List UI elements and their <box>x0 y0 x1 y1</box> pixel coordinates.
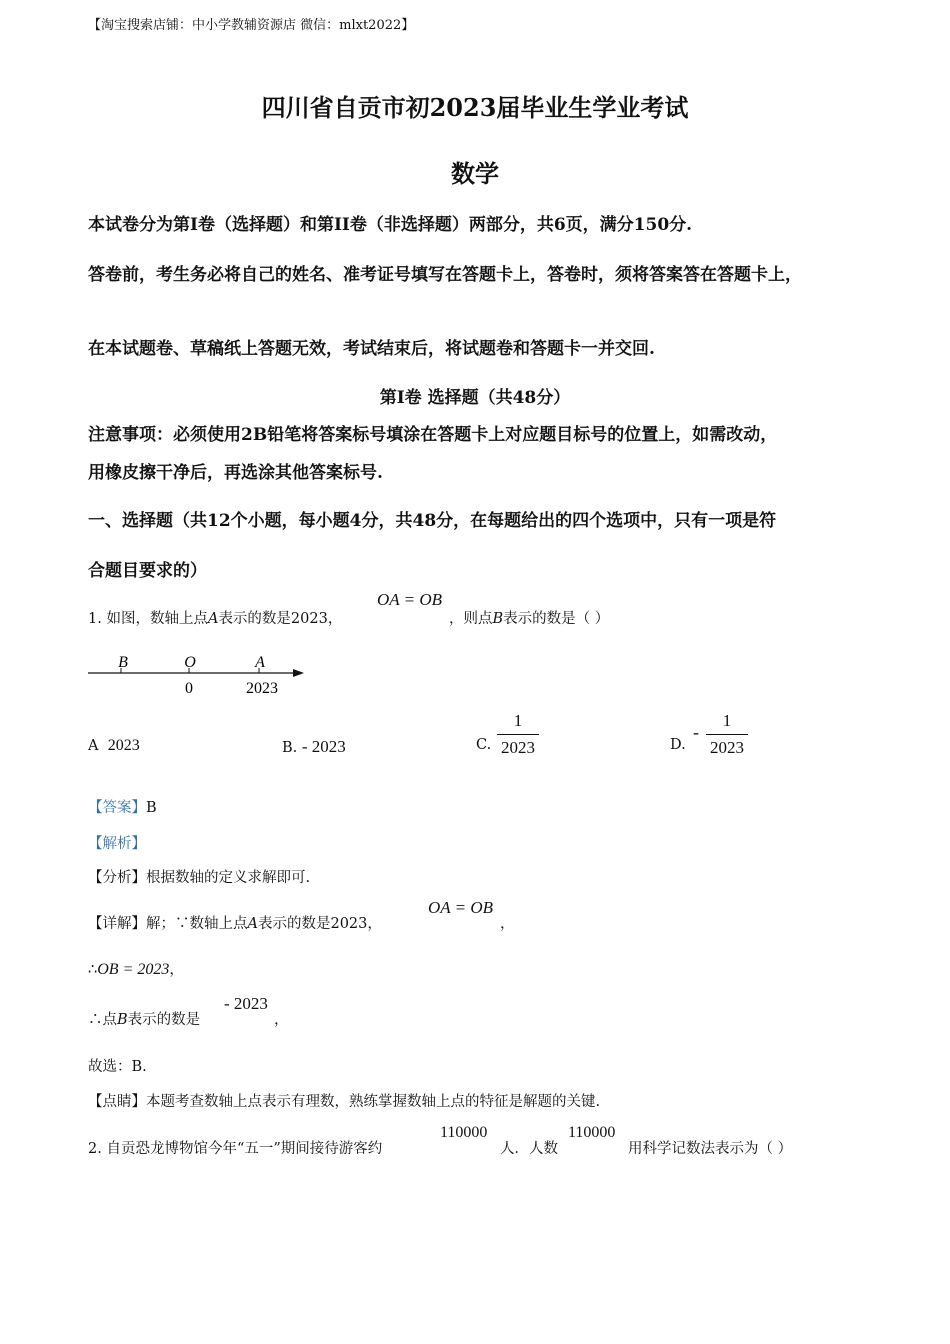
section-heading-1: 一、选择题（共12个小题，每小题4分，共48分，在每题给出的四个选项中，只有一项是符 <box>88 511 777 531</box>
option-c-fraction: 1 2023 <box>497 710 539 759</box>
step2-line: ∴点B表示的数是 <box>88 1012 201 1028</box>
label-b: B <box>118 654 128 671</box>
option-d-sign: - <box>693 722 699 742</box>
intro-line-2: 答卷前，考生务必将自己的姓名、准考证号填写在答题卡上，答卷时，须将答案答在答题卡上， <box>88 265 802 285</box>
option-d-label: D. <box>670 737 686 753</box>
fenxi-line: 【分析】根据数轴的定义求解即可. <box>88 870 311 886</box>
exam-subject: 数学 <box>451 159 499 188</box>
q2-stem-a: 2. 自贡恐龙博物馆今年“五一”期间接待游客约 <box>88 1141 383 1157</box>
guxuan-line: 故选：B. <box>88 1059 147 1075</box>
value-o: 0 <box>185 680 193 697</box>
q1-stem-end: ，则点B表示的数是（ ） <box>449 611 610 627</box>
section-heading-2: 合题目要求的） <box>88 561 207 581</box>
label-o: O <box>184 654 196 671</box>
option-c-label: C. <box>476 737 492 753</box>
jiexi-tag: 【解析】 <box>88 836 146 852</box>
value-a: 2023 <box>246 680 278 697</box>
intro-line-3: 在本试题卷、草稿纸上答题无效，考试结束后，将试题卷和答题卡一并交回. <box>88 339 655 359</box>
exam-title: 四川省自贡市初2023届毕业生学业考试 <box>261 93 689 122</box>
xiangjie-equation: OA = OB <box>428 898 493 917</box>
option-b: B. - 2023 <box>282 737 346 756</box>
arrow-right-icon <box>293 669 304 677</box>
notice-line-2: 用橡皮擦干净后，再选涂其他答案标号. <box>88 463 383 483</box>
q2-stem-c: 用科学记数法表示为（ ） <box>628 1141 793 1157</box>
intro-line-1: 本试卷分为第I卷（选择题）和第II卷（非选择题）两部分，共6页，满分150分. <box>88 215 693 235</box>
step2-end: ， <box>274 1012 289 1028</box>
dianjing-line: 【点睛】本题考查数轴上点表示有理数，熟练掌握数轴上点的特征是解题的关键. <box>88 1094 601 1110</box>
q1-stem: 1. 如图，数轴上点A表示的数是2023， <box>88 611 343 627</box>
step2-value: - 2023 <box>224 994 268 1013</box>
xiangjie-comma: ， <box>500 916 515 932</box>
label-a: A <box>255 654 265 671</box>
xiangjie-line: 【详解】解；∵数轴上点A表示的数是2023， <box>88 916 382 932</box>
step1-line: ∴OB = 2023， <box>88 961 184 978</box>
q2-number-1: 110000 <box>440 1124 488 1141</box>
q2-stem-b: 人．人数 <box>500 1141 558 1157</box>
option-d-fraction: 1 2023 <box>706 710 748 759</box>
q1-equation: OA = OB <box>377 590 442 609</box>
q2-number-2: 110000 <box>568 1124 616 1141</box>
answer-line: 【答案】B <box>88 800 157 816</box>
number-line <box>86 648 316 702</box>
option-a: A 2023 <box>88 737 140 754</box>
part1-heading: 第I卷 选择题（共48分） <box>379 388 571 408</box>
shop-header: 【淘宝搜索店铺：中小学教辅资源店 微信：mlxt2022】 <box>88 18 415 33</box>
notice-line-1: 注意事项：必须使用2B铅笔将答案标号填涂在答题卡上对应题目标号的位置上，如需改动， <box>88 425 778 445</box>
